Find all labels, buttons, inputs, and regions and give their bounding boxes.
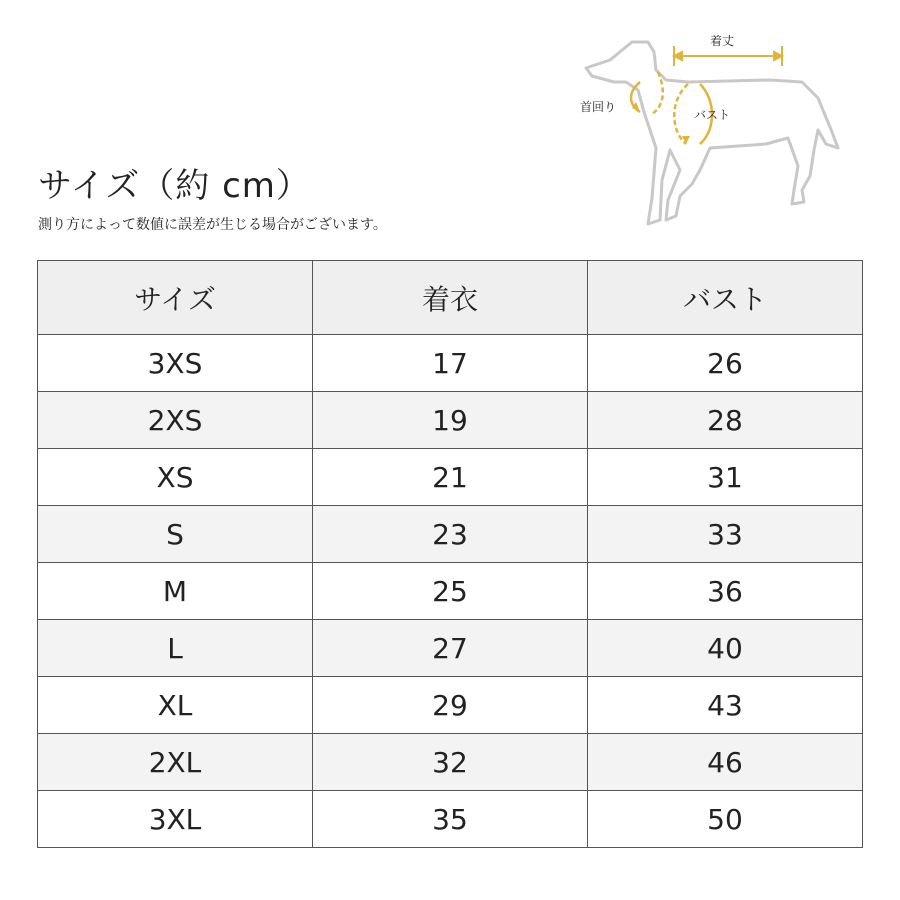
- cell-chest: 43: [588, 677, 863, 734]
- cell-length: 29: [313, 677, 588, 734]
- size-table: [37, 260, 863, 848]
- cell-length: 32: [313, 734, 588, 791]
- cell-size: XL: [38, 677, 313, 734]
- cell-length: 17: [313, 335, 588, 392]
- cell-length: 25: [313, 563, 588, 620]
- cell-length: 21: [313, 449, 588, 506]
- measurement-note: 測り方によって数値に誤差が生じる場合がございます。: [38, 217, 387, 233]
- header-chest: バスト: [588, 261, 863, 335]
- cell-size: 3XL: [38, 791, 313, 848]
- cell-chest: 40: [588, 620, 863, 677]
- cell-size: 3XS: [38, 335, 313, 392]
- cell-length: 19: [313, 392, 588, 449]
- cell-length: 23: [313, 506, 588, 563]
- table-row: [38, 677, 863, 734]
- table-row: [38, 335, 863, 392]
- chest-label: バスト: [694, 108, 731, 122]
- table-row: [38, 563, 863, 620]
- cell-size: M: [38, 563, 313, 620]
- cell-chest: 26: [588, 335, 863, 392]
- dog-measurement-diagram: [570, 20, 860, 235]
- table-row: [38, 791, 863, 848]
- cell-size: XS: [38, 449, 313, 506]
- table-header-row: [38, 261, 863, 335]
- dog-silhouette-icon: [570, 20, 860, 235]
- page-title: サイズ（約 cm）: [38, 166, 311, 206]
- cell-size: 2XL: [38, 734, 313, 791]
- cell-size: S: [38, 506, 313, 563]
- cell-length: 35: [313, 791, 588, 848]
- header-size: サイズ: [38, 261, 313, 335]
- table-row: [38, 734, 863, 791]
- neck-label: 首回り: [580, 100, 617, 114]
- cell-chest: 31: [588, 449, 863, 506]
- header-length: 着衣: [313, 261, 588, 335]
- length-label: 着丈: [710, 34, 735, 48]
- cell-chest: 33: [588, 506, 863, 563]
- table-row: [38, 392, 863, 449]
- cell-chest: 50: [588, 791, 863, 848]
- table-row: [38, 449, 863, 506]
- cell-chest: 36: [588, 563, 863, 620]
- cell-chest: 28: [588, 392, 863, 449]
- cell-length: 27: [313, 620, 588, 677]
- cell-chest: 46: [588, 734, 863, 791]
- table-row: [38, 506, 863, 563]
- table-row: [38, 620, 863, 677]
- cell-size: 2XS: [38, 392, 313, 449]
- cell-size: L: [38, 620, 313, 677]
